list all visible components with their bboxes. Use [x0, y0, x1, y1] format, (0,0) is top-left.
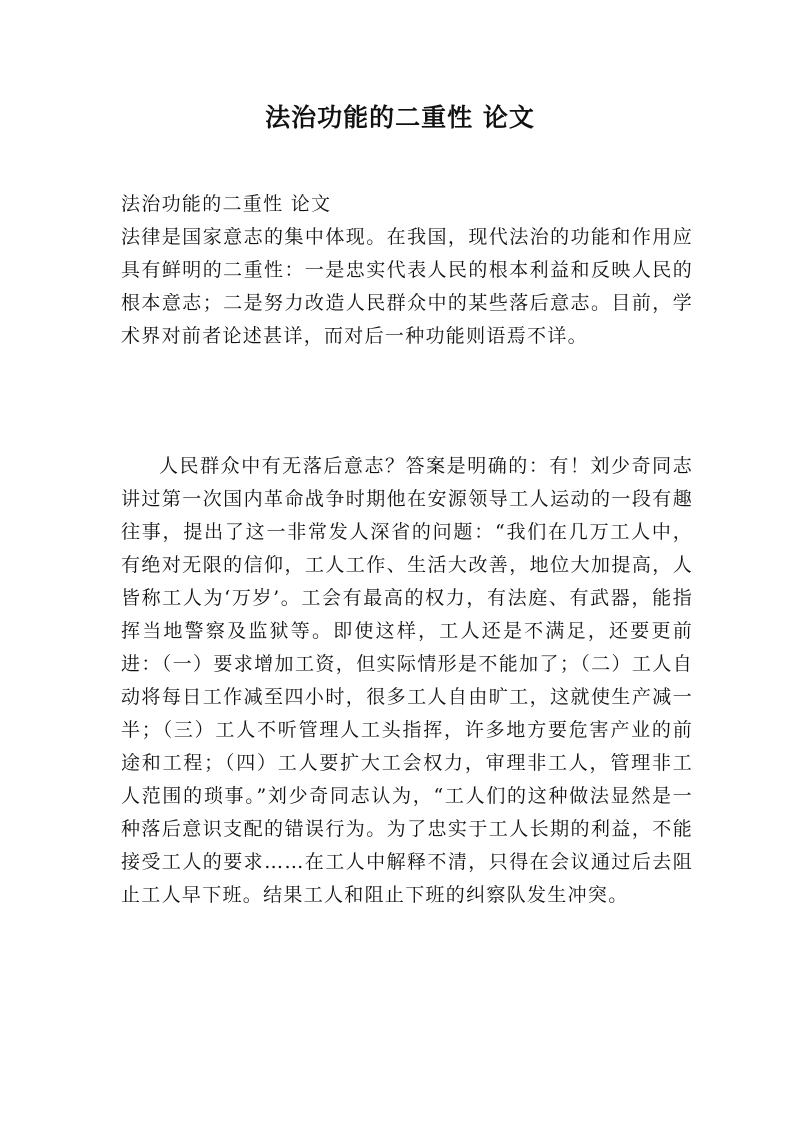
- paragraph-text: 法律是国家意志的集中体现。在我国，现代法治的功能和作用应具有鲜明的二重性：一是忠实代表人民的根本利益和反映人民的根本意志；二是努力改造人民群众中的某些落后意志。目前，学术界对前者论述甚详，而对后一种功能则语焉不详。: [121, 226, 693, 347]
- paragraph-main: [121, 450, 693, 912]
- paragraph-text: 人民群众中有无落后意志？答案是明确的：有！刘少奇同志讲过第一次国内革命战争时期他在安源领导工人运动的一段有趣往事，提出了这一非常发人深省的问题：“我们在几万工人中，有绝对无限的信仰，工人工作、生活大改善，地位大加提高，人皆称工人为‘万岁’。工会有最高的权力，有法庭、有武器，能指挥当地警察及监狱等。即使这样，工人还是不满足，还要更前进：（一）要求增加工资，但实际情形是不能加了；（二）工人自动将每日工作减至四小时，很多工人自由旷工，这就使生产减一半；（三）工人不听管理人工头指挥，许多地方要危害产业的前途和工程；（四）工人要扩大工会权力，审理非工人，管理非工人范围的琐事。”刘少奇同志认为，“工人们的这种做法显然是一种落后意识支配的错误行为。为了忠实于工人长期的利益，不能接受工人的要求……在工人中解释不清，只得在会议通过后去阻止工人早下班。结果工人和阻止下班的纠察队发生冲突。: [121, 455, 693, 906]
- document-subtitle: 法治功能的二重性 论文: [121, 193, 332, 215]
- document-title: 法治功能的二重性 论文: [265, 103, 535, 132]
- paragraph-intro: [121, 221, 693, 353]
